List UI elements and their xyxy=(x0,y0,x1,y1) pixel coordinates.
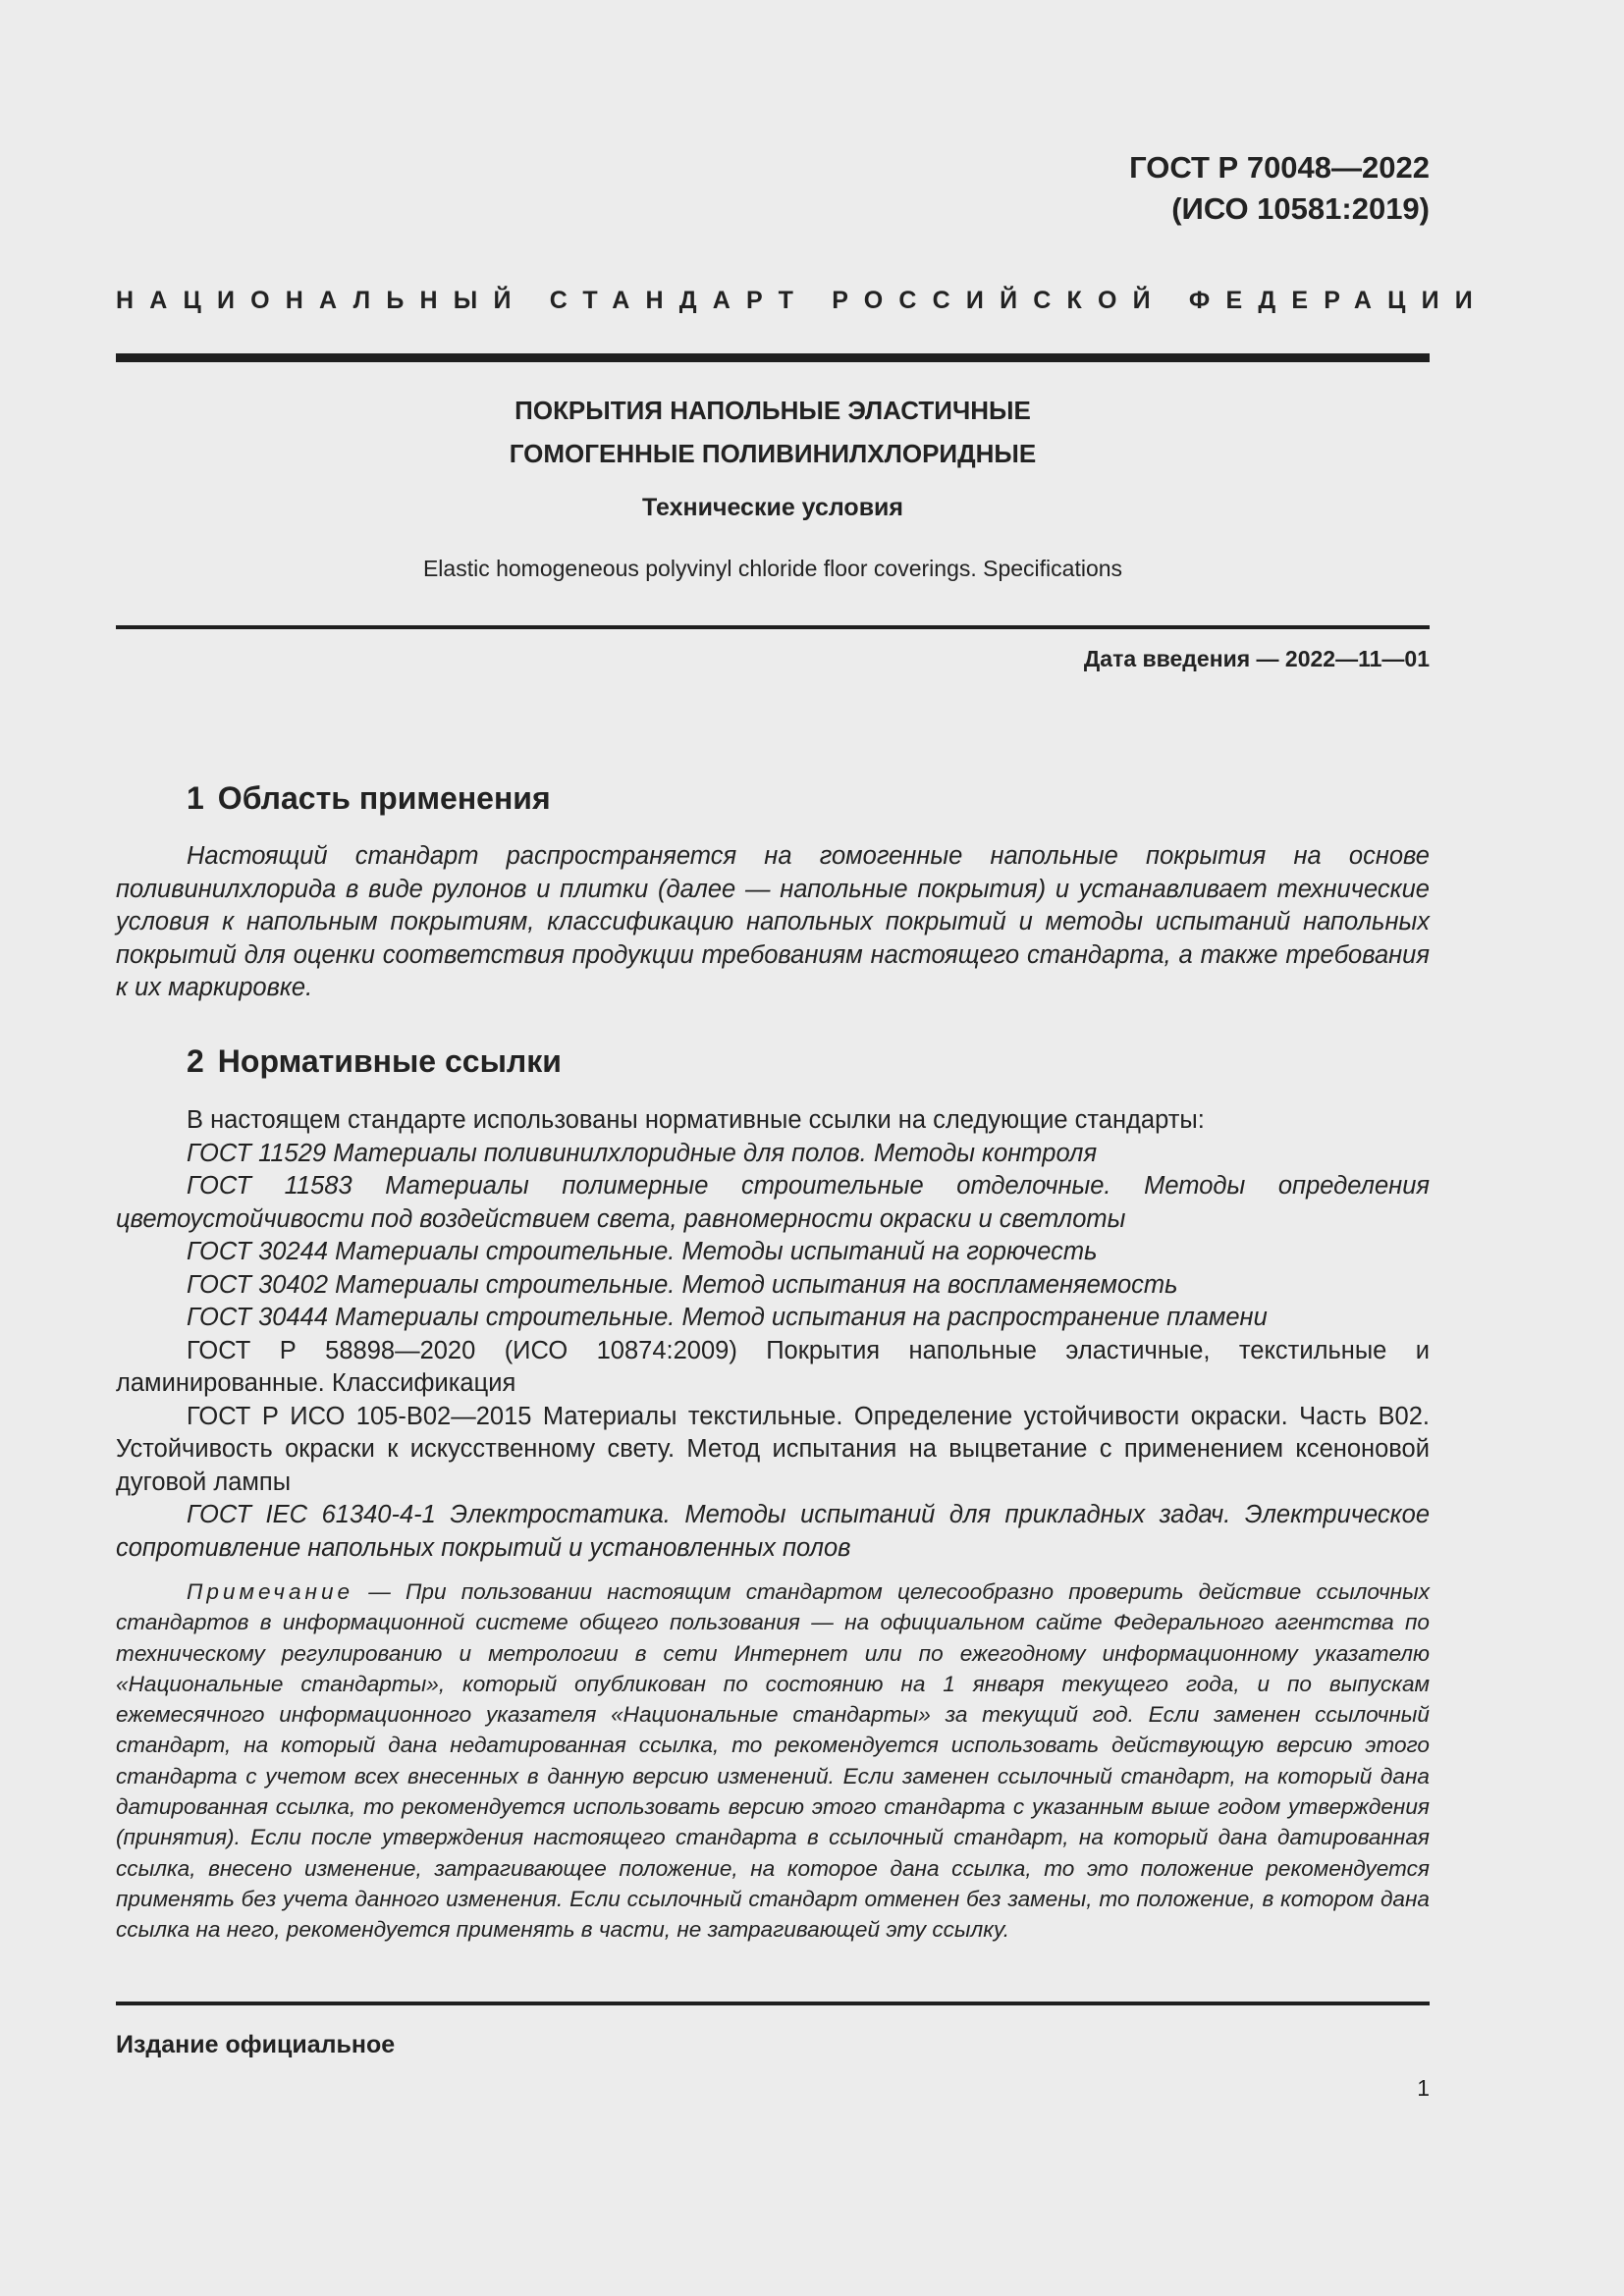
page-number: 1 xyxy=(1417,2075,1430,2101)
section-1-number: 1 xyxy=(187,780,204,816)
references-intro: В настоящем стандарте использованы нормативные ссылки на следующие стандарты: xyxy=(187,1106,1205,1134)
title-line1: ПОКРЫТИЯ НАПОЛЬНЫЕ ЭЛАСТИЧНЫЕ xyxy=(514,396,1031,425)
introduction-date: Дата введения — 2022—11—01 xyxy=(1083,646,1430,671)
section-2-title: Нормативные ссылки xyxy=(217,1043,562,1079)
standard-number xyxy=(1129,147,1430,230)
reference-item: ГОСТ IEC 61340-4-1 Электростатика. Методы испытаний для прикладных задач. Электрическое сопротивление напольных покрытий и установленных полов xyxy=(116,1501,1430,1562)
reference-item: ГОСТ 11583 Материалы полимерные строительные отделочные. Методы определения цветоустойчивости под воздействием света, равномерности окраски и светлоты xyxy=(116,1172,1430,1233)
standard-number-line1: ГОСТ Р 70048—2022 xyxy=(1129,150,1430,185)
official-edition-label: Издание официальное xyxy=(116,2031,396,2058)
reference-item: ГОСТ Р 58898—2020 (ИСО 10874:2009) Покрытия напольные эластичные, текстильные и ламинированные. Классификация xyxy=(116,1336,1430,1397)
title-divider xyxy=(116,625,1430,629)
section-2-number: 2 xyxy=(187,1043,204,1079)
footer-divider xyxy=(116,2002,1430,2005)
note-block xyxy=(116,1576,1430,1946)
section-1-body xyxy=(116,840,1430,1005)
note-paragraph xyxy=(116,1576,1430,1946)
title-line2: ГОМОГЕННЫЕ ПОЛИВИНИЛХЛОРИДНЫЕ xyxy=(509,439,1037,468)
standard-number-line2: (ИСО 10581:2019) xyxy=(1171,191,1430,226)
section-2-heading xyxy=(187,1043,562,1080)
national-standard-banner: НАЦИОНАЛЬНЫЙ СТАНДАРТ РОССИЙСКОЙ ФЕДЕРАЦИИ xyxy=(116,287,1489,314)
section-1-title: Область применения xyxy=(217,780,551,816)
document-subtitle: Технические условия xyxy=(641,494,904,521)
document-title xyxy=(116,389,1430,475)
english-title: Elastic homogeneous polyvinyl chloride floor coverings. Specifications xyxy=(422,556,1123,581)
section-1-heading xyxy=(187,780,551,817)
reference-item: ГОСТ 30444 Материалы строительные. Метод испытания на распространение пламени xyxy=(187,1304,1268,1331)
note-text: — При пользовании настоящим стандартом целесообразно проверить действие ссылочных стандартов в информационной системе общего пользования — на официальном сайте Федерального агентства по техническому регулированию и метрологии в сети Интернет или по ежегодному информационному указателю «Национальные стандарты», который опубликован по состоянию на 1 января текущего года, и по выпускам ежемесячного информационного указателя «Национальные стандарты» за текущий год. Если заменен ссылочный стандарт, на который дана недатированная ссылка, то рекомендуется использовать действующую версию этого стандарта с учетом всех внесенных в данную версию изменений. Если заменен ссылочный стандарт, на который дана датированная ссылка, то рекомендуется использовать версию этого стандарта с указанным выше годом утверждения (принятия). Если после утверждения настоящего стандарта в ссылочный стандарт, на который дана датированная ссылка, внесено изменение, затрагивающее положение, на которое дана ссылка, то это положение рекомендуется применять без учета данного изменения. Если ссылочный стандарт отменен без замены, то положение, в котором дана ссылка на него, рекомендуется применять в части, не затрагивающей эту ссылку. xyxy=(116,1579,1430,1943)
scope-paragraph: Настоящий стандарт распространяется на гомогенные напольные покрытия на основе поливинилхлорида в виде рулонов и плитки (далее — напольные покрытия) и устанавливает технические условия к напольным покрытиям, классификацию напольных покрытий и методы испытаний напольных покрытий для оценки соответствия продукции требованиям настоящего стандарта, а также требования к их маркировке. xyxy=(116,842,1430,1001)
reference-item: ГОСТ 11529 Материалы поливинилхлоридные для полов. Методы контроля xyxy=(187,1139,1098,1167)
note-label: Примечание xyxy=(187,1579,354,1604)
reference-item: ГОСТ 30244 Материалы строительные. Методы испытаний на горючесть xyxy=(187,1238,1098,1265)
reference-item: ГОСТ 30402 Материалы строительные. Метод испытания на воспламеняемость xyxy=(187,1270,1178,1299)
section-2-body xyxy=(116,1104,1430,1565)
header-divider xyxy=(116,353,1430,362)
reference-item: ГОСТ Р ИСО 105-B02—2015 Материалы текстильные. Определение устойчивости окраски. Часть B02. Устойчивость окраски к искусственному свету. Метод испытания на выцветание с применением ксеноновой дуговой лампы xyxy=(116,1402,1430,1496)
